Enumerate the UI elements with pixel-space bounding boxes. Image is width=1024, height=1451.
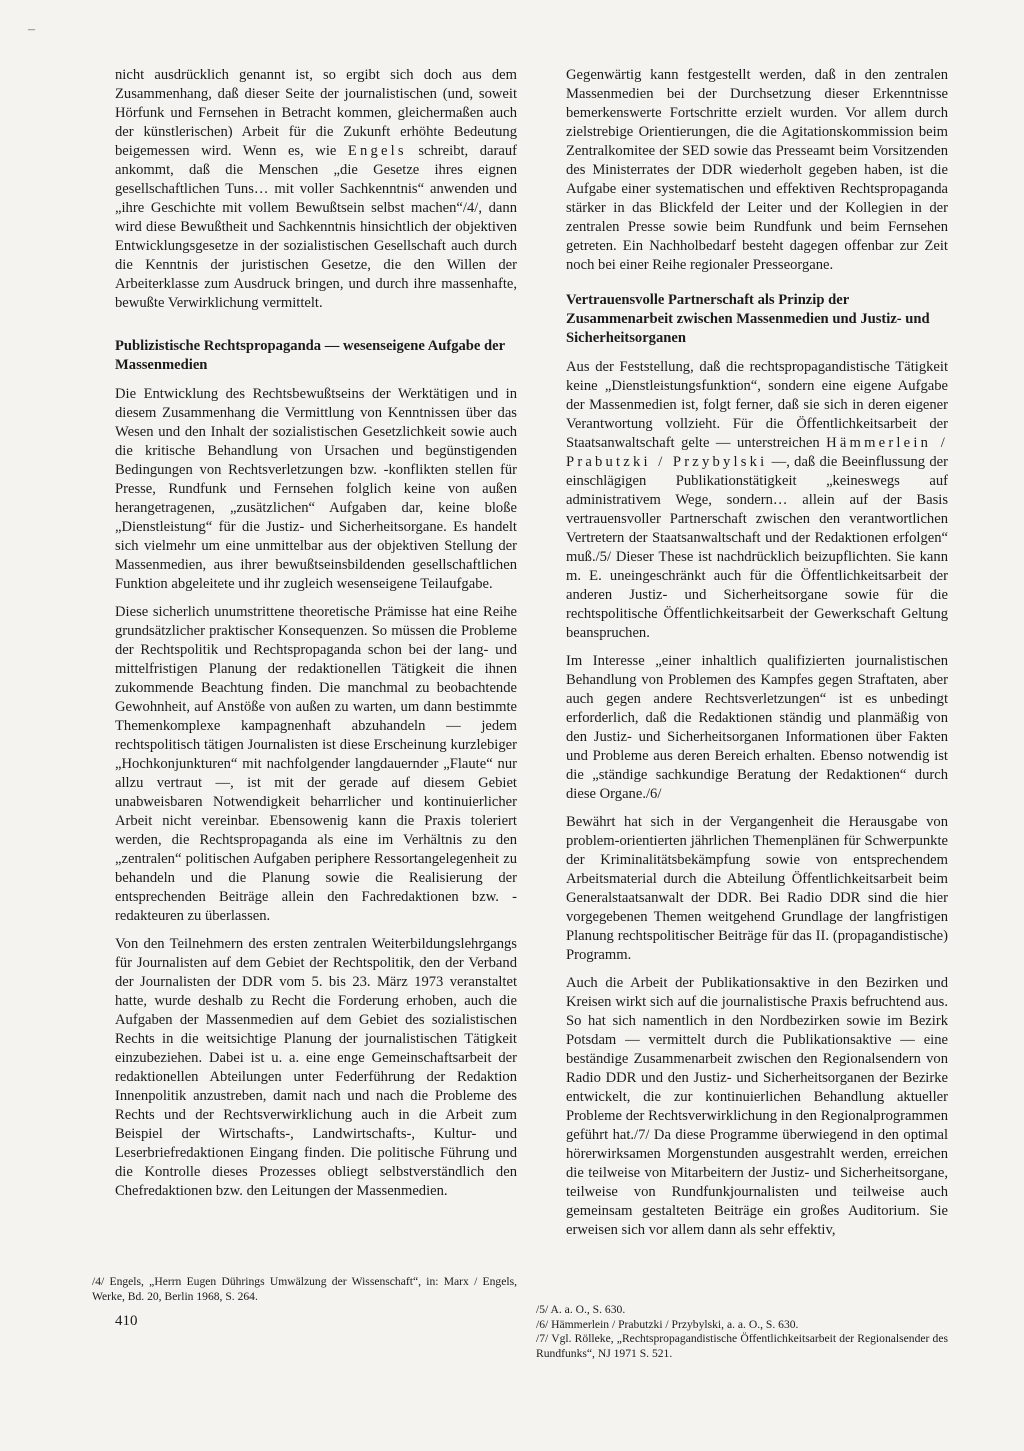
paragraph: Auch die Arbeit der Publikationsaktive in den Bezirken und Kreisen wirkt sich auf die journalistische Praxis befruchtend aus. So hat sich namentlich in den Nordbezirken sowie im Bezirk Potsdam — vermittelt durch die Publikationsaktive — eine beständige Zusammenarbeit zwischen den Regionalsendern von Radio DDR und den Justiz- und Sicherheitsorganen der Bezirke entwickelt, die zur kontinuierlichen Behandlung aktueller Probleme der Rechtsverwirklichung in den Regionalprogrammen geführt hat./7/ Da diese Programme überwiegend in den optimal hörerwirksamen Morgenstunden ausgestrahlt werden, erreichen die teilweise von Mitarbeitern der Justiz- und Sicherheitsorgane, teilweise von Rundfunkjournalisten und teilweise auch gemeinsam gestalteten Beiträge ein großes Auditorium. Sie erweisen sich vor allem dann als sehr effektiv, bbox=[566, 975, 948, 1238]
paragraph: Bewährt hat sich in der Vergangenheit die Herausgabe von problem-orientierten jährlichen Themenplänen für Schwerpunkte der Kriminalitätsbekämpfung sowie von entsprechendem Arbeitsmaterial durch die Abteilung Öffentlichkeitsarbeit beim Generalstaatsanwalt der DDR. Bei Radio DDR sind die hier vorgegebenen Themen weitgehend Grundlage der langfristigen Planung rechtspolitischer Beiträge für das II. (propagandistische) Programm. bbox=[566, 814, 948, 963]
footnote: /5/ A. a. O., S. 630. bbox=[536, 1303, 626, 1316]
paragraph: Die Entwicklung des Rechtsbewußtseins der Werktätigen und in diesem Zusammenhang die Vermittlung von Kenntnissen über das Wesen und den Inhalt der sozialistischen Gesetzlichkeit sowie auch die kritische Behandlung von Ursachen und begünstigenden Bedingungen von Rechtsverletzungen bzw. -konflikten stellen für Presse, Rundfunk und Fernsehen folglich keine von außen herangetragenen, „zusätzlichen“ Aufgaben dar, keine bloße „Dienstleistung“ für die Justiz- und Sicherheitsorgane. Es handelt sich vielmehr um eine unmittelbar aus der objektiven Stellung der Massenmedien, aus ihrer bewußtseinsbildenden gesellschaftlichen Funktion abgeleitete und ihr zugleich wesenseigene Teilaufgabe. bbox=[115, 386, 517, 592]
left-column bbox=[115, 66, 517, 1210]
scan-mark: ‒ bbox=[28, 22, 35, 37]
section-heading: Vertrauensvolle Partnerschaft als Prinzip der Zusammenarbeit zwischen Massenmedien und Justiz- und Sicherheitsorganen bbox=[566, 292, 930, 346]
text-run: Aus der Feststellung, daß die rechtspropagandistische Tätigkeit keine „Dienstleistungsfunktion“, sondern eine eigene Aufgabe der Massenmedien ist, folgt ferner, daß sie sich in deren eigener Verantwortung vollzieht. Für die Öffentlichkeitsarbeit der Staatsanwaltschaft gelte — unterstreichen bbox=[566, 359, 948, 451]
paragraph: Von den Teilnehmern des ersten zentralen Weiterbildungslehrgangs für Journalisten auf dem Gebiet der Rechtspolitik, den der Verband der Journalisten der DDR vom 5. bis 23. März 1973 veranstaltet hatte, wurde deshalb zu Recht die Forderung erhoben, auch die Aufgaben der Massenmedien auf dem Gebiet des sozialistischen Rechts in die weitsichtige Planung der journalistischen Tätigkeit einzubeziehen. Dabei ist u. a. eine enge Gemeinschaftsarbeit der redaktionellen Abteilungen unter Federführung der Redaktion Innenpolitik anzustreben, damit nach und nach die Probleme des Rechts und der Rechtsverwirklichung auch in die Arbeit zum Beispiel der Wirtschafts-, Landwirtschafts-, Kultur- und Leserbriefredaktionen Eingang finden. Die politische Führung und die Kontrolle dieses Prozesses obliegt selbstverständlich den Chefredaktionen bzw. den Leitungen der Massenmedien. bbox=[115, 936, 517, 1199]
author-name: Engels bbox=[347, 143, 407, 159]
footnotes-left bbox=[92, 1275, 517, 1304]
section-heading: Publizistische Rechtspropaganda — wesenseigene Aufgabe der Massenmedien bbox=[115, 338, 505, 373]
footnote: /6/ Hämmerlein / Prabutzki / Przybylski, a. a. O., S. 630. bbox=[536, 1317, 799, 1331]
right-column bbox=[566, 66, 948, 1249]
text-run: schreibt, darauf ankommt, daß die Menschen „die Gesetze ihres eignen gesellschaftlichen Tuns… mit voller Sachkenntnis“ anwenden und „ihre Geschichte mit vollem Bewußtsein selbst machen“/4/, dann wird diese Bewußtheit und Sachkenntnis hinsichtlich der objektiven Entwicklungsgesetze in der sozialistischen Gesellschaft auch durch die Kenntnis der juristischen Gesetze, die den Willen der Arbeiterklasse zum Ausdruck bringen, und durch ihre massenhafte, bewußte Verwirklichung vermittelt. bbox=[115, 143, 517, 311]
footnotes-right bbox=[536, 1303, 948, 1361]
paragraph: Im Interesse „einer inhaltlich qualifizierten journalistischen Behandlung von Problemen des Kampfes gegen Straftaten, aber auch gegen andere Rechtsverletzungen“ ist es unbedingt erforderlich, daß die Redaktionen ständig und planmäßig von den Justiz- und Sicherheitsorganen Informationen über Fakten und Probleme aus deren Bereich erhalten. Ebenso notwendig ist die „ständige sachkundige Beratung der Redaktionen“ durch diese Organe./6/ bbox=[566, 653, 948, 802]
footnote: /7/ Vgl. Rölleke, „Rechtspropagandistische Öffentlichkeitsarbeit der Regionalsender des Rundfunks“, NJ 1971 S. 521. bbox=[536, 1332, 948, 1360]
author-names: Hämmerlein / Prabutzki / Przybylski bbox=[566, 435, 948, 470]
paragraph bbox=[115, 66, 517, 313]
text-run: nicht ausdrücklich genannt ist, so ergibt sich doch aus dem Zusammenhang, daß dieser Seite der journalistischen (und, soweit Hörfunk und Fernsehen in Betracht kommen, gleichermaßen auch der künstlerischen) Arbeit für die Zukunft erhöhte Bedeutung beigemessen wird. Wenn es, wie bbox=[115, 67, 517, 159]
paragraph: Diese sicherlich unumstrittene theoretische Prämisse hat eine Reihe grundsätzlicher praktischer Konsequenzen. So müssen die Probleme der Rechtspolitik und Rechtspropaganda schon bei der lang- und mittelfristigen Planung der redaktionellen Tätigkeit die ihnen zukommende Beachtung finden. Die manchmal zu beobachtende Gewohnheit, auf Anstöße von außen zu warten, um dann bestimmte Themenkomplexe kampagnenhaft abzuhandeln — jedem rechtspolitisch tätigen Journalisten ist diese Erscheinung kurzlebiger „Hochkonjunkturen“ mit nachfolgender langdauernder „Flaute“ nur allzu vertraut —, ist mit der gerade auf diesem Gebiet unabweisbaren Notwendigkeit beharrlicher und kontinuierlicher Arbeit nicht vereinbar. Ebensowenig kann die Praxis toleriert werden, die Rechtspropaganda als eine im Verhältnis zu den „zentralen“ politischen Aufgaben periphere Ressortangelegenheit zu behandeln und die Planung sowie die Realisierung der entsprechenden Beiträge allein den Fachredaktionen bzw. -redakteuren zu überlassen. bbox=[115, 604, 517, 924]
footnote: /4/ Engels, „Herrn Eugen Dührings Umwälzung der Wissenschaft“, in: Marx / Engels, Werke, Bd. 20, Berlin 1968, S. 264. bbox=[92, 1275, 517, 1303]
paragraph: Gegenwärtig kann festgestellt werden, daß in den zentralen Massenmedien bei der Durchsetzung dieser Erkenntnisse bemerkenswerte Fortschritte erzielt wurden. Vor allem durch zielstrebige Orientierungen, die die Agitationskommission beim Zentralkomitee der SED sowie das Presseamt beim Vorsitzenden des Ministerrates der DDR wiederholt gegeben haben, ist die Aufgabe einer systematischen und effektiven Rechtspropaganda stärker in das Blickfeld der Leiter und der Kollegien in der zentralen Presse sowie beim Rundfunk und beim Fernsehen getreten. Ein Nachholbedarf besteht dagegen offenbar zur Zeit noch bei einer Reihe regionaler Presseorgane. bbox=[566, 67, 948, 273]
page-number: 410 bbox=[115, 1313, 138, 1329]
text-run: —, daß die Beeinflussung der einschlägigen Publikationstätigkeit „keineswegs auf administrativem Wege, sondern… allein auf der Basis vertrauensvoller Partnerschaft zwischen den verantwortlichen Vertretern der Staatsanwaltschaft und der Redaktionen erfolgen“ muß./5/ Dieser These ist nachdrücklich beizupflichten. Sie kann m. E. uneingeschränkt auch für die Öffentlichkeitsarbeit der anderen Justiz- und Sicherheitsorgane sowie für die rechtspolitische Öffentlichkeitsarbeit der Gewerkschaft Geltung beanspruchen. bbox=[566, 454, 948, 641]
paragraph bbox=[566, 358, 948, 643]
